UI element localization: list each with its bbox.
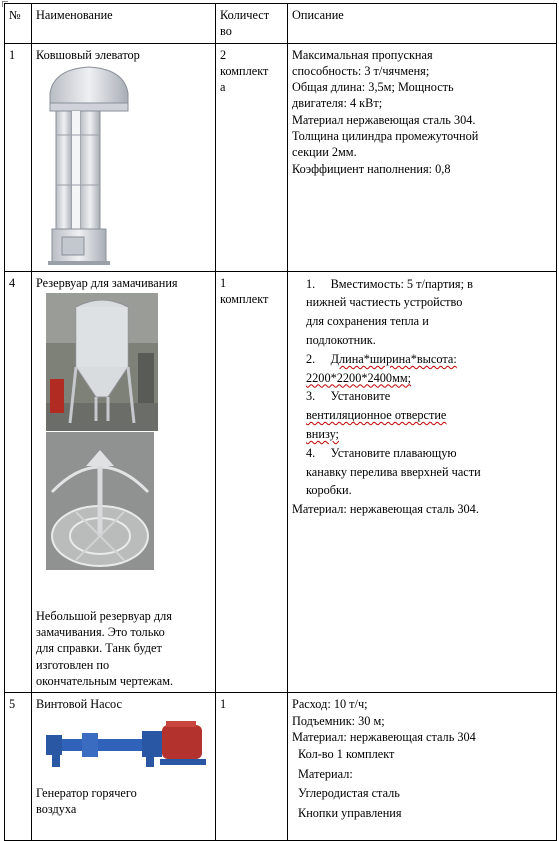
row-number: 4 bbox=[5, 271, 32, 693]
row-name: Ковшовый элеватор bbox=[36, 47, 140, 62]
row-name: Резервуар для замачивания bbox=[36, 275, 178, 290]
row-qty: 1 bbox=[216, 693, 288, 841]
desc-list-item: 3. Установите вентиляционное отверстие внизу; bbox=[306, 389, 447, 441]
desc-line: двигателя: 4 кВт; bbox=[292, 96, 383, 111]
desc-line: Материал нержавеющая сталь 304. bbox=[292, 112, 476, 127]
table-header-row bbox=[5, 4, 557, 44]
screw-pump-image bbox=[42, 715, 211, 771]
desc-line: секции 2мм. bbox=[292, 145, 357, 160]
soaking-tank-interior-photo bbox=[46, 432, 211, 570]
row-number: 1 bbox=[5, 43, 32, 271]
desc-list-item: 1. Вместимость: 5 т/партия; в нижней частиесть устройство для сохранения тепла и подлокотник. bbox=[306, 276, 473, 347]
desc-list-item: 2. Длина*ширина*высота: 2200*2200*2400мм; bbox=[306, 351, 457, 385]
extra-line: Кол-во 1 комплект bbox=[298, 747, 395, 762]
bucket-elevator-image bbox=[44, 65, 211, 267]
desc-list-item: 4. Установите плавающую канавку перелива вверхней части коробки. bbox=[306, 445, 481, 498]
header-name: Наименование bbox=[32, 4, 216, 44]
caption-line: изготовлен по bbox=[36, 657, 110, 672]
row-desc bbox=[288, 271, 557, 693]
row-number: 5 bbox=[5, 693, 32, 841]
desc-line: Подъемник: 30 м; bbox=[292, 713, 385, 728]
desc-line: Общая длина: 3,5м; Мощность bbox=[292, 80, 454, 95]
table-row bbox=[5, 271, 557, 693]
pump-caption bbox=[36, 785, 211, 818]
desc-line: Коэффициент наполнения: 0,8 bbox=[292, 161, 451, 176]
tank-caption bbox=[36, 608, 211, 689]
caption-line: замачивания. Это только bbox=[36, 625, 165, 640]
extra-line: Кнопки управления bbox=[298, 805, 402, 820]
desc-line: способность: 3 т/чячменя; bbox=[292, 63, 430, 78]
caption-line: окончательным чертежам. bbox=[36, 674, 174, 689]
table-row bbox=[5, 43, 557, 271]
desc-line: Толщина цилиндра промежуточной bbox=[292, 129, 479, 144]
row-name-cell bbox=[32, 271, 216, 693]
equipment-spec-table bbox=[4, 3, 557, 841]
extra-line: Материал: bbox=[298, 766, 353, 781]
caption-line: Небольшой резервуар для bbox=[36, 608, 172, 623]
desc-material: Материал: нержавеющая сталь 304. bbox=[292, 502, 479, 517]
caption-line: воздуха bbox=[36, 801, 77, 816]
caption-line: для справки. Танк будет bbox=[36, 641, 162, 656]
soaking-tank-photo bbox=[46, 293, 211, 431]
header-desc: Описание bbox=[288, 4, 557, 44]
row-desc bbox=[288, 43, 557, 271]
header-qty: Количест во bbox=[216, 4, 288, 44]
header-no: № bbox=[5, 4, 32, 44]
extra-line: Углеродистая сталь bbox=[298, 786, 400, 801]
desc-line: Расход: 10 т/ч; bbox=[292, 697, 368, 712]
row-name: Винтовой Насос bbox=[36, 697, 122, 712]
pump-extra-block bbox=[292, 745, 552, 823]
desc-line: Максимальная пропускная bbox=[292, 47, 433, 62]
caption-line: Генератор горячего bbox=[36, 785, 137, 800]
row-name-cell bbox=[32, 43, 216, 271]
row-qty: 2 комплект а bbox=[216, 43, 288, 271]
desc-line: Материал: нержавеющая сталь 304 bbox=[292, 729, 476, 744]
row-qty: 1 комплект bbox=[216, 271, 288, 693]
